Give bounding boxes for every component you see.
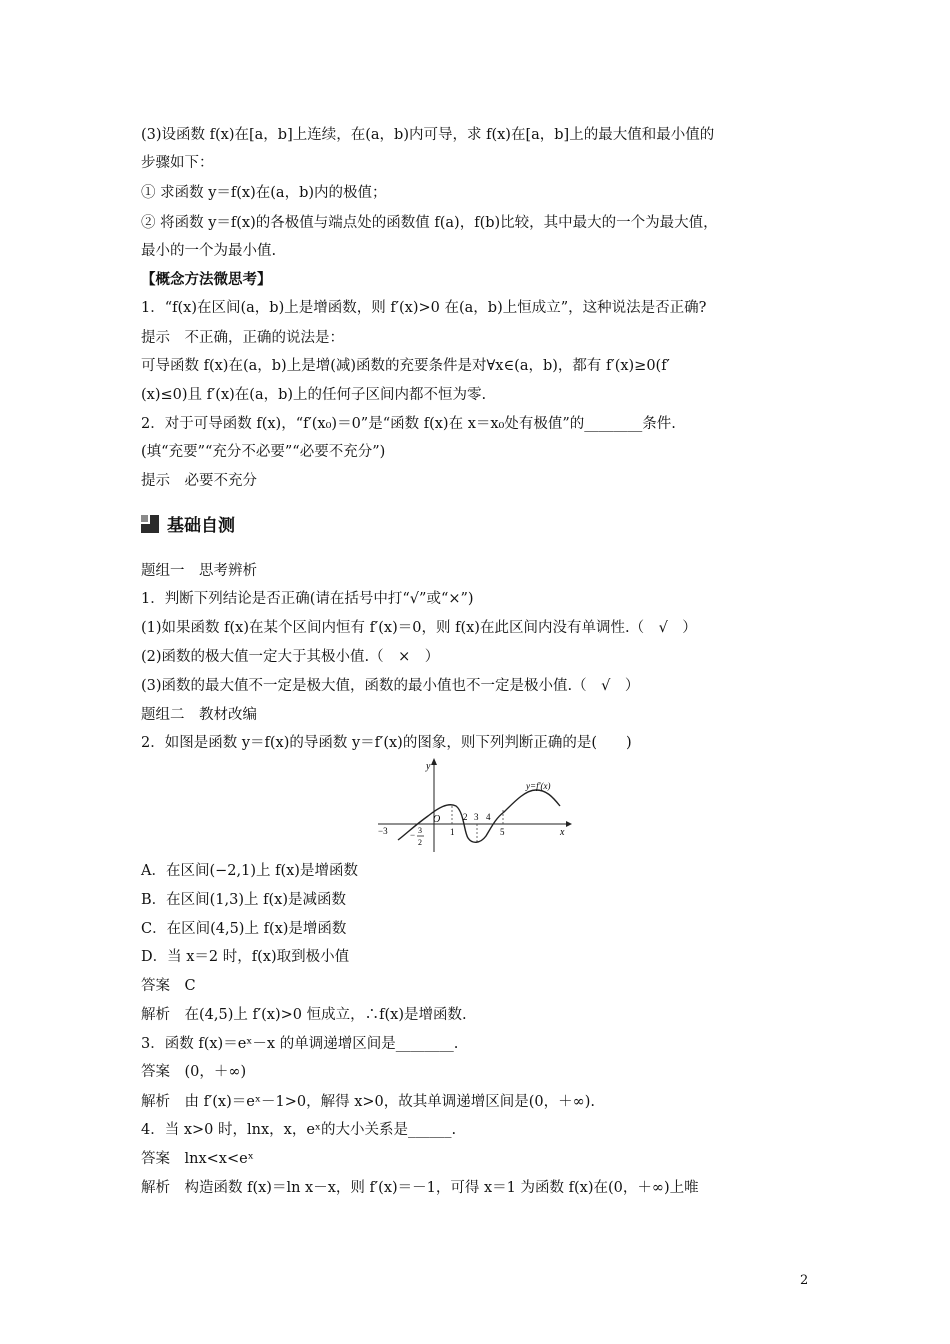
- group-heading: 题组一 思考辨析: [141, 563, 257, 579]
- x-axis-arrow-icon: [566, 821, 572, 827]
- group-heading: 题组二 教材改编: [141, 707, 257, 723]
- text-line: ① 求函数 y＝f(x)在(a，b)内的极值；: [141, 185, 387, 201]
- explanation: 解析 在(4,5)上 f′(x)>0 恒成立，∴f(x)是增函数.: [141, 1007, 467, 1023]
- statement-3: (3)函数的最大值不一定是极大值，函数的最小值也不一定是极小值.（ √ ）: [141, 678, 640, 694]
- explanation: 解析 构造函数 f(x)＝ln x－x，则 f′(x)＝－1，可得 x＝1 为函数 f(x)在(0，＋∞)上唯: [141, 1180, 699, 1196]
- curve-fprime: [398, 790, 560, 842]
- section-square-icon: [141, 515, 159, 533]
- question-1: 1．判断下列结论是否正确(请在括号中打“√”或“×”): [141, 591, 474, 607]
- y-axis-arrow-icon: [431, 758, 437, 765]
- answer: 答案 lnx<x<eˣ: [141, 1151, 254, 1167]
- option-a: A．在区间(−2,1)上 f(x)是增函数: [141, 863, 358, 879]
- page-number: 2: [800, 1273, 809, 1288]
- question-3: 3．函数 f(x)＝eˣ－x 的单调递增区间是________.: [141, 1036, 459, 1052]
- tick-label: 5: [500, 827, 505, 837]
- tick-label: 2: [418, 838, 422, 847]
- text-line: ② 将函数 y＝f(x)的各极值与端点处的函数值 f(a)，f(b)比较，其中最大的一个为最大值，: [141, 215, 718, 231]
- tick-label: 4: [486, 812, 491, 822]
- tick-label: −3: [378, 826, 388, 836]
- option-d: D．当 x＝2 时，f(x)取到极小值: [141, 949, 350, 965]
- answer: 答案 (0，＋∞): [141, 1064, 247, 1080]
- curve-label: y=f′(x): [526, 781, 551, 791]
- concept-hint-2: 提示 必要不充分: [141, 473, 257, 489]
- tick-label: 3: [474, 812, 479, 822]
- text-line: 步骤如下：: [141, 155, 214, 171]
- derivative-graph: [376, 756, 576, 856]
- question-4: 4．当 x>0 时，lnx，x，eˣ的大小关系是______.: [141, 1122, 457, 1138]
- option-b: B．在区间(1,3)上 f(x)是减函数: [141, 892, 346, 908]
- concept-question-1: 1．“f(x)在区间(a，b)上是增函数，则 f′(x)>0 在(a，b)上恒成立”，这种说法是否正确?: [141, 300, 707, 316]
- x-axis-label: x: [560, 827, 565, 838]
- statement-1: (1)如果函数 f(x)在某个区间内恒有 f′(x)＝0，则 f(x)在此区间内没有单调性.（ √ ）: [141, 620, 697, 636]
- tick-label: 2: [463, 812, 468, 822]
- section-title: 基础自测: [167, 516, 235, 536]
- origin-label: O: [433, 814, 441, 825]
- concept-hint-1: 提示 不正确，正确的说法是：: [141, 330, 344, 346]
- section-header: [141, 511, 235, 536]
- text-line: (3)设函数 f(x)在[a，b]上连续，在(a，b)内可导，求 f(x)在[a，b]上的最大值和最小值的: [141, 127, 715, 143]
- concept-heading: 【概念方法微思考】: [141, 271, 272, 288]
- question-2: 2．如图是函数 y＝f(x)的导函数 y＝f′(x)的图象，则下列判断正确的是( ): [141, 735, 632, 751]
- concept-question-2: 2．对于可导函数 f(x)，“f′(x₀)＝0”是“函数 f(x)在 x＝x₀处有极值”的________条件.: [141, 416, 676, 432]
- concept-hint-1-body: (x)≤0)且 f′(x)在(a，b)上的任何子区间内都不恒为零.: [141, 387, 487, 403]
- option-c: C．在区间(4,5)上 f(x)是增函数: [141, 921, 347, 937]
- tick-label: 3: [418, 826, 422, 835]
- tick-label: −: [410, 830, 416, 840]
- concept-question-2-note: (填“充要”“充分不必要”“必要不充分”): [141, 444, 386, 460]
- explanation: 解析 由 f′(x)＝eˣ－1>0，解得 x>0，故其单调递增区间是(0，＋∞).: [141, 1094, 595, 1110]
- statement-2: (2)函数的极大值一定大于其极小值.（ × ）: [141, 649, 440, 665]
- y-axis-label: y: [426, 761, 431, 772]
- concept-hint-1-body: 可导函数 f(x)在(a，b)上是增(减)函数的充要条件是对∀x∈(a，b)，都有 f′(x)≥0(f′: [141, 358, 670, 374]
- tick-label: 1: [450, 827, 455, 837]
- text-line: 最小的一个为最小值.: [141, 243, 277, 259]
- answer: 答案 C: [141, 978, 196, 994]
